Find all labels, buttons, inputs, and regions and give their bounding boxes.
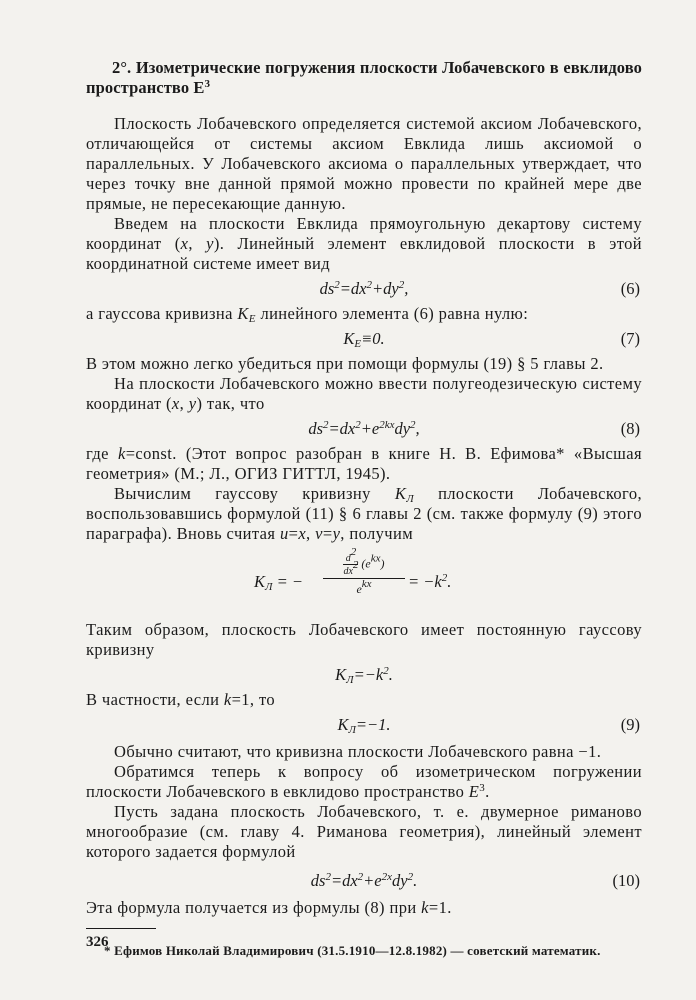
paragraph-1: Плоскость Лобачевского определяется системой аксиом Лобачевского, отличающейся от системы аксиом Евклида лишь аксиомой о параллельных. У Лобачевского аксиома о параллельных утверждает, что через точку вне данной прямой можно провести по крайней мере две прямые, не пересекающие данную. xyxy=(86,114,642,213)
paragraph-2: Введем на плоскости Евклида прямоугольную декартову систему координат (x, y). Линейный элемент евклидовой плоскости в этой координатной системе имеет вид xyxy=(86,214,642,273)
section-heading: 2°. Изометрические погружения плоскости Лобачевского в евклидово пространство $E^3$ xyxy=(86,58,642,97)
footnote: * Ефимов Николай Владимирович (31.5.1910—12.8.1982) — советский математик. xyxy=(104,943,601,958)
paragraph-6: где k=const. (Этот вопрос разобран в книге Н. В. Ефимова* «Высшая геометрия» (М.; Л., ОГИЗ ГИТТЛ, 1945). xyxy=(86,444,642,483)
paragraph-10: Обычно считают, что кривизна плоскости Лобачевского равна −1. xyxy=(114,742,602,761)
equation-6-expr: $ds^2=dx^2+dy^2$, xyxy=(319,279,409,298)
equation-7-number: (7) xyxy=(620,329,640,348)
paragraph-8: Таким образом, плоскость Лобачевского имеет постоянную гауссову кривизну xyxy=(86,620,642,659)
equation-k2 xyxy=(86,664,642,686)
equation-6 xyxy=(86,278,642,300)
equation-10 xyxy=(86,870,642,892)
paragraph-11: Обратимся теперь к вопросу об изометрическом погружении плоскости Лобачевского в евклидово пространство $E^3$. xyxy=(86,762,642,801)
paragraph-12: Пусть задана плоскость Лобачевского, т. е. двумерное риманово многообразие (см. главу 4. Риманова геометрия), линейный элемент которого задается формулой xyxy=(86,802,642,861)
equation-9 xyxy=(86,714,642,736)
paragraph-3: а гауссова кривизна $K_E$ линейного элемента (6) равна нулю: xyxy=(86,304,529,325)
paragraph-4: В этом можно легко убедиться при помощи формулы (19) § 5 главы 2. xyxy=(86,354,604,373)
page-body xyxy=(86,58,642,972)
footnote-rule xyxy=(86,928,156,929)
paragraph-9: В частности, если k=1, то xyxy=(86,690,276,709)
equation-8-expr: $ds^2=dx^2+e^{2kx}dy^2$, xyxy=(308,419,420,438)
equation-8-number: (8) xyxy=(620,419,640,438)
equation-9-number: (9) xyxy=(620,715,640,734)
equation-7-expr: $K_E\equiv 0$. xyxy=(343,329,385,350)
curvature-lhs: $K_Л$ = − xyxy=(254,572,303,593)
curvature-fraction: $\frac{d^2}{dx^2}$ $(e^{kx})$ $e^{kx}$ xyxy=(323,552,405,597)
page-number: 326 xyxy=(86,934,109,950)
curvature-equation xyxy=(86,546,642,614)
equation-10-number: (10) xyxy=(612,871,640,890)
curvature-rhs: = $-k^2$. xyxy=(408,572,452,591)
equation-8 xyxy=(86,418,642,440)
paragraph-13: Эта формула получается из формулы (8) при k=1. xyxy=(86,898,452,917)
paragraph-7: Вычислим гауссову кривизну $K_Л$ плоскости Лобачевского, воспользовавшись формулой (11) § 6 главы 2 (см. также формулу (9) этого параграфа). Вновь считая u=x, v=y, получим xyxy=(86,484,642,543)
equation-7 xyxy=(86,328,642,350)
equation-6-number: (6) xyxy=(620,279,640,298)
equation-k2-expr: $K_Л=-k^2$. xyxy=(335,665,393,686)
equation-9-expr: $K_Л=-1$. xyxy=(337,715,391,736)
equation-10-expr: $ds^2=dx^2+e^{2x}dy^2$. xyxy=(310,871,418,890)
paragraph-5: На плоскости Лобачевского можно ввести полугеодезическую систему координат (x, y) так, что xyxy=(86,374,642,413)
